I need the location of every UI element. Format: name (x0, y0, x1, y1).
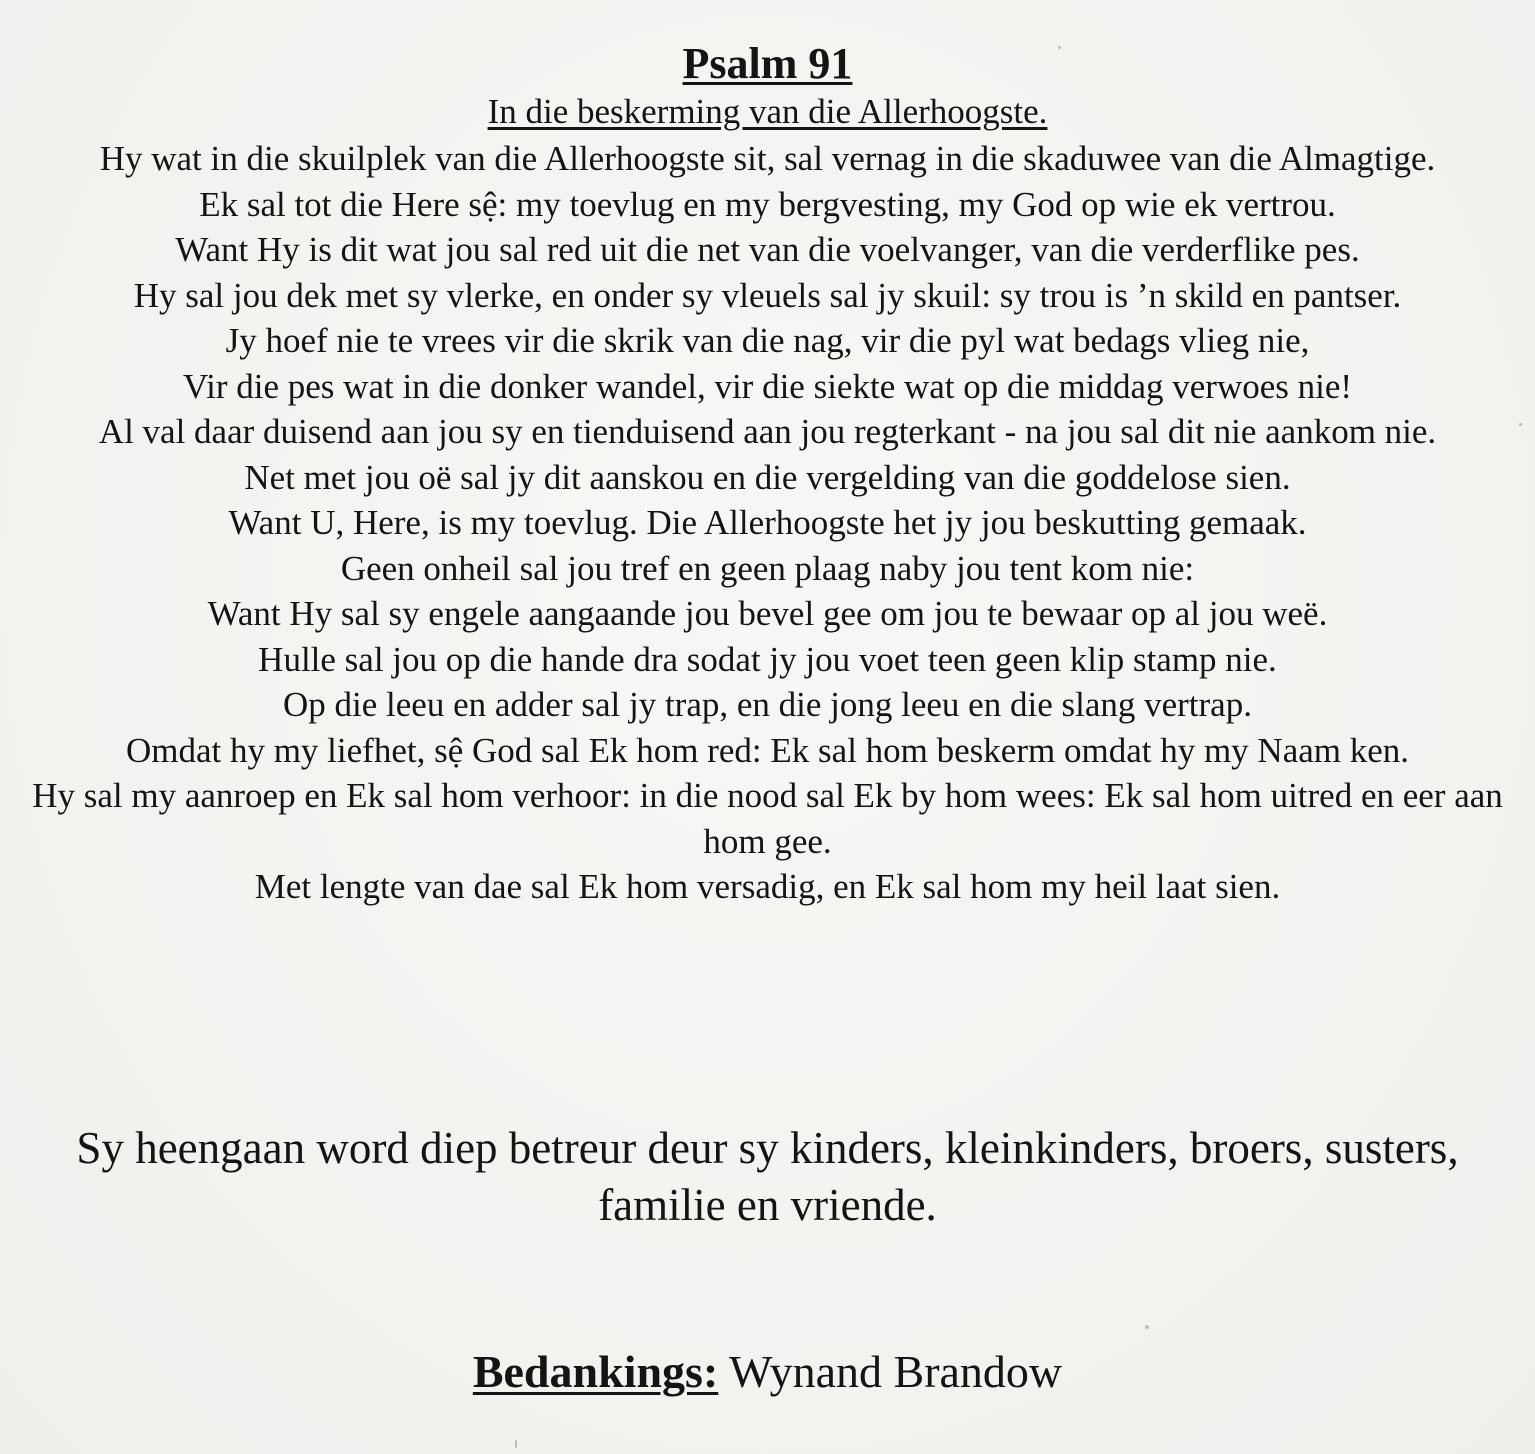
verse-9: Want U, Here, is my toevlug. Die Allerhoogste het jy jou beskutting gemaak. (228, 503, 1307, 542)
thanks-label: Bedankings: (472, 1346, 719, 1397)
scan-speck (515, 1440, 517, 1448)
verse-14: Omdat hy my liefhet, sệ God sal Ek hom red: Ek sal hom beskerm omdat hy my Naam ken. (125, 730, 1410, 770)
verse-3: Want Hy is dit wat jou sal red uit die net van die voelvanger, van die verderflike pes. (175, 230, 1360, 269)
verse-10: Geen onheil sal jou tref en geen plaag naby jou tent kom nie: (340, 548, 1195, 588)
tribute-text: Sy heengaan word diep betreur deur sy kinders, kleinkinders, broers, susters, familie en vriende. (76, 1123, 1459, 1230)
verse-6: Vir die pes wat in die donker wandel, vir die siekte wat op die middag verwoes nie! (182, 366, 1353, 406)
psalm-verses (30, 136, 1505, 910)
acknowledgements (0, 1342, 1535, 1402)
verse-13: Op die leeu en adder sal jy trap, en die jong leeu en die slang vertrap. (283, 685, 1252, 724)
page-title: Psalm 91 (682, 39, 853, 88)
verse-11: Want Hy sal sy engele aangaande jou bevel gee om jou te bewaar op al jou weë. (207, 594, 1328, 633)
verse-7: Al val daar duisend aan jou sy en tienduisend aan jou regterkant - na jou sal dit nie aankom nie. (98, 412, 1437, 451)
scan-speck (1145, 1325, 1149, 1329)
verse-15: Hy sal my aanroep en Ek sal hom verhoor: in die nood sal Ek by hom wees: Ek sal hom uitred en eer aan hom gee. (32, 776, 1503, 861)
verse-2: Ek sal tot die Here sệ: my toevlug en my bergvesting, my God op wie ek vertrou. (199, 184, 1336, 224)
page-subtitle: In die beskerming van die Allerhoogste. (487, 92, 1048, 131)
scan-speck (1519, 423, 1522, 426)
scan-speck (1058, 46, 1061, 49)
verse-8: Net met jou oë sal jy dit aanskou en die vergelding van die goddelose sien. (244, 457, 1291, 497)
verse-5: Jy hoef nie te vrees vir die skrik van die nag, vir die pyl wat bedags vlieg nie, (225, 321, 1310, 360)
verse-16: Met lengte van dae sal Ek hom versadig, en Ek sal hom my heil laat sien. (254, 867, 1281, 906)
verse-4: Hy sal jou dek met sy vlerke, en onder sy vleuels sal jy skuil: sy trou is ’n skild en pantser. (133, 275, 1402, 315)
thanks-name: Wynand Brandow (728, 1346, 1063, 1397)
verse-12: Hulle sal jou op die hande dra sodat jy jou voet teen geen klip stamp nie. (258, 639, 1277, 679)
verse-1: Hy wat in die skuilplek van die Allerhoogste sit, sal vernag in die skaduwee van die Almagtige. (99, 139, 1436, 178)
